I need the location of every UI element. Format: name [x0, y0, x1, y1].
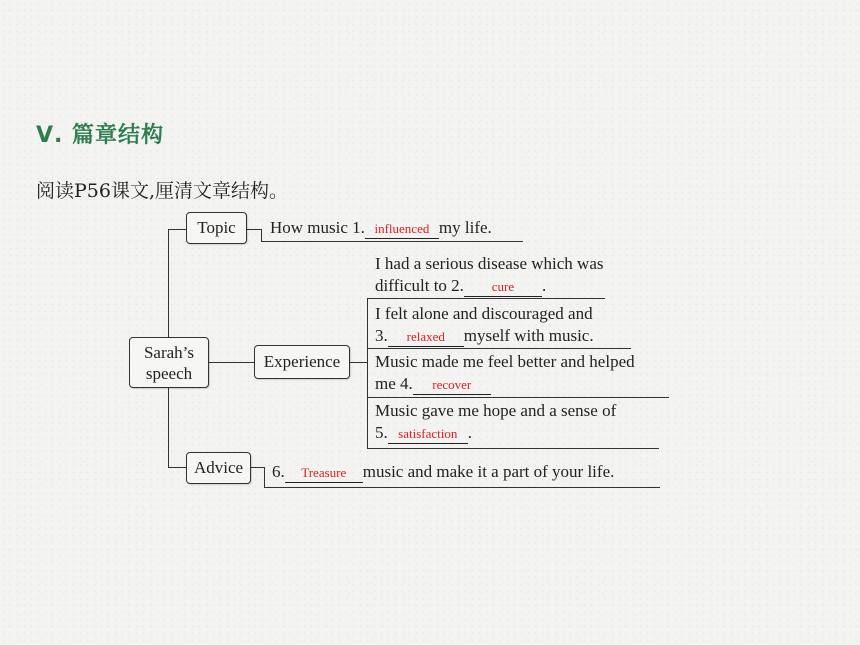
section-title: Ⅴ. 篇章结构 [36, 123, 165, 148]
experience-item2-underline [367, 348, 631, 349]
experience-item-4-line2: 5. satisfaction . [375, 423, 472, 442]
experience-item3-underline [367, 397, 669, 398]
advice-branch-line [250, 467, 264, 468]
experience-item-3 [375, 351, 635, 395]
topic-branch-tick [261, 229, 262, 241]
advice-blank [285, 463, 363, 483]
advice-underline [264, 487, 660, 488]
experience-item-2-blank [388, 327, 464, 347]
topic-text [270, 217, 492, 239]
topic-underline [261, 241, 523, 242]
advice-branch-tick [264, 467, 265, 487]
root-box [129, 337, 209, 388]
topic-box [186, 212, 247, 244]
experience-item-4 [375, 400, 616, 444]
advice-label: Advice [193, 458, 244, 477]
advice-answer: Treasure [301, 465, 347, 480]
topic-answer: influenced [374, 221, 430, 236]
advice-after: music and make it a part of your life. [362, 462, 615, 481]
advice-box [186, 452, 251, 484]
experience-item-4-answer: satisfaction [398, 426, 458, 441]
experience-item-2-answer: relaxed [406, 329, 445, 344]
advice-text [272, 461, 614, 483]
experience-item-2 [375, 303, 594, 347]
experience-item-4-blank [388, 424, 468, 444]
experience-item-2-line2: 3. relaxed myself with music. [375, 326, 594, 345]
experience-item-4-line1: Music gave me hope and a sense of [375, 401, 617, 420]
experience-item-1-answer: cure [491, 279, 515, 294]
topic-after: my life. [438, 218, 492, 237]
experience-item-1-line1: I had a serious disease which was [375, 254, 604, 273]
topic-label: Topic [197, 218, 236, 237]
experience-item4-underline [367, 448, 659, 449]
root-to-advice-line [168, 467, 186, 468]
topic-before: How music 1. [270, 218, 365, 237]
root-to-topic-line [168, 229, 186, 230]
experience-item1-underline [367, 298, 605, 299]
experience-branch-line [349, 362, 367, 363]
experience-label: Experience [263, 352, 341, 371]
experience-item-1-blank [464, 277, 542, 297]
root-label: Sarah’s speech [143, 342, 195, 383]
experience-item-3-answer: recover [432, 377, 472, 392]
topic-branch-line [247, 229, 261, 230]
experience-item-3-blank [413, 375, 491, 395]
instruction-text: 阅读P56课文,厘清文章结构。 [36, 180, 289, 202]
experience-item-1 [375, 253, 604, 297]
experience-item-2-line1: I felt alone and discouraged and [375, 304, 593, 323]
topic-blank [365, 219, 439, 239]
experience-bracket-vertical [367, 298, 368, 448]
experience-box [254, 345, 350, 379]
experience-item-1-line2: difficult to 2. cure . [375, 276, 547, 295]
experience-item-3-line1: Music made me feel better and helped [375, 352, 635, 371]
experience-item-3-line2: me 4. recover [375, 373, 635, 395]
advice-before: 6. [272, 462, 285, 481]
